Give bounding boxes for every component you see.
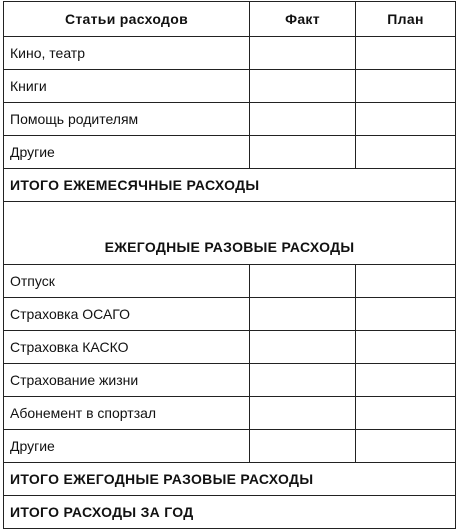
plan-cell[interactable]	[356, 103, 456, 136]
table-row	[4, 103, 456, 136]
header-plan: План	[356, 2, 456, 37]
actual-cell[interactable]	[250, 103, 356, 136]
actual-cell[interactable]	[250, 298, 356, 331]
actual-cell[interactable]	[250, 331, 356, 364]
plan-cell[interactable]	[356, 37, 456, 70]
actual-cell[interactable]	[250, 37, 356, 70]
plan-cell[interactable]	[356, 430, 456, 463]
yearly-section-title: ЕЖЕГОДНЫЕ РАЗОВЫЕ РАСХОДЫ	[4, 202, 456, 265]
row-label: Книги	[4, 70, 250, 103]
row-label: Другие	[4, 136, 250, 169]
actual-cell[interactable]	[250, 430, 356, 463]
row-label: Другие	[4, 430, 250, 463]
annual-total-label: ИТОГО РАСХОДЫ ЗА ГОД	[4, 496, 456, 529]
plan-cell[interactable]	[356, 397, 456, 430]
plan-cell[interactable]	[356, 136, 456, 169]
monthly-total-label: ИТОГО ЕЖЕМЕСЯЧНЫЕ РАСХОДЫ	[4, 169, 456, 202]
table-row	[4, 430, 456, 463]
row-label: Абонемент в спортзал	[4, 397, 250, 430]
actual-cell[interactable]	[250, 397, 356, 430]
row-label: Кино, театр	[4, 37, 250, 70]
yearly-section-row	[4, 202, 456, 265]
header-expense-items: Статьи расходов	[4, 2, 250, 37]
table-header-row	[4, 2, 456, 37]
row-label: Страхование жизни	[4, 364, 250, 397]
row-label: Страховка КАСКО	[4, 331, 250, 364]
table-row	[4, 364, 456, 397]
header-actual: Факт	[250, 2, 356, 37]
table-row	[4, 70, 456, 103]
row-label: Помощь родителям	[4, 103, 250, 136]
yearly-total-row	[4, 463, 456, 496]
table-row	[4, 397, 456, 430]
table-row	[4, 265, 456, 298]
expense-table	[3, 1, 456, 529]
monthly-total-row	[4, 169, 456, 202]
plan-cell[interactable]	[356, 331, 456, 364]
plan-cell[interactable]	[356, 265, 456, 298]
table-row	[4, 331, 456, 364]
plan-cell[interactable]	[356, 70, 456, 103]
actual-cell[interactable]	[250, 136, 356, 169]
plan-cell[interactable]	[356, 364, 456, 397]
actual-cell[interactable]	[250, 364, 356, 397]
table-row	[4, 136, 456, 169]
plan-cell[interactable]	[356, 298, 456, 331]
row-label: Страховка ОСАГО	[4, 298, 250, 331]
yearly-total-label: ИТОГО ЕЖЕГОДНЫЕ РАЗОВЫЕ РАСХОДЫ	[4, 463, 456, 496]
table-row	[4, 37, 456, 70]
actual-cell[interactable]	[250, 265, 356, 298]
actual-cell[interactable]	[250, 70, 356, 103]
row-label: Отпуск	[4, 265, 250, 298]
table-row	[4, 298, 456, 331]
annual-total-row	[4, 496, 456, 529]
